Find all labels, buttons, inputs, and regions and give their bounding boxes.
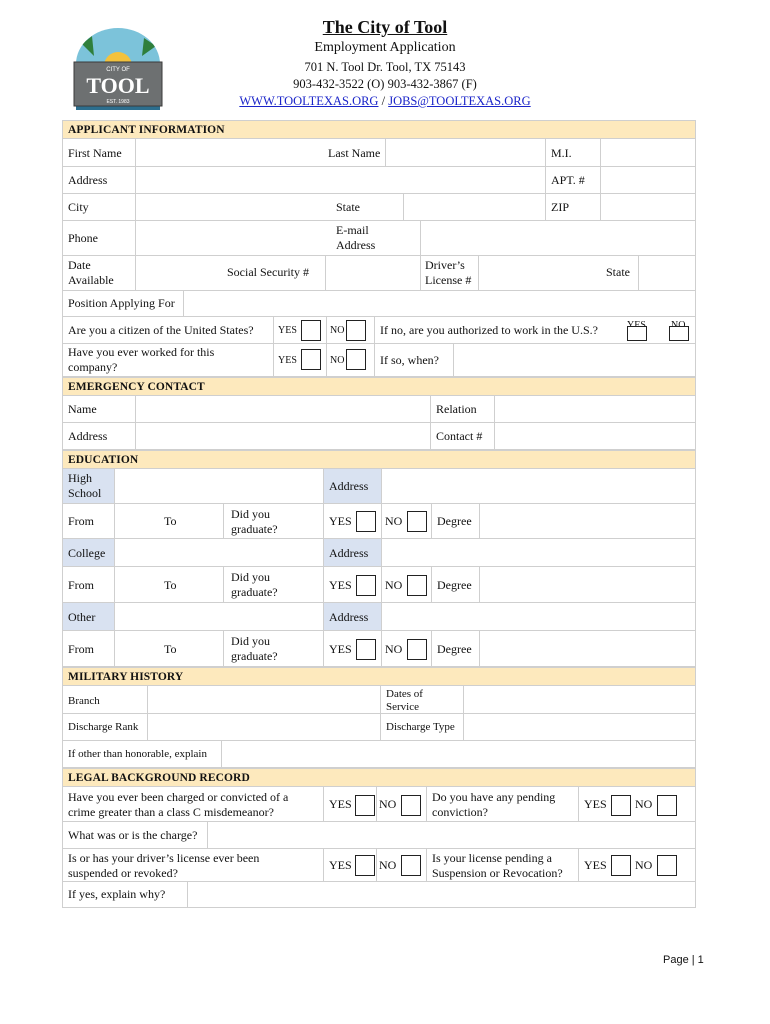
apt-field[interactable] bbox=[600, 167, 696, 193]
other-to-field[interactable] bbox=[223, 631, 226, 666]
college-to-field[interactable] bbox=[223, 567, 226, 602]
worked-before-row: Have you ever worked for this company? YES NO If so, when? bbox=[62, 344, 696, 377]
citizen-yes-checkbox[interactable] bbox=[301, 320, 321, 341]
emergency-name-row: Name Relation bbox=[62, 396, 696, 423]
military-branch-row: Branch Dates of Service bbox=[62, 686, 696, 714]
highschool-address-field[interactable] bbox=[381, 469, 696, 503]
svg-text:CITY OF: CITY OF bbox=[106, 67, 130, 73]
email-field[interactable] bbox=[420, 221, 696, 255]
edu-highschool-dates-row: From To Did you graduate? YES NO Degree bbox=[62, 504, 696, 539]
other-yes-checkbox[interactable] bbox=[356, 639, 376, 660]
legal-charged-row: Have you ever been charged or convicted of a crime greater than a class C misdemeanor? YES NO Do you have any pending conviction? YES NO bbox=[62, 787, 696, 822]
highschool-no-checkbox[interactable] bbox=[407, 511, 427, 532]
pending-yes-checkbox[interactable] bbox=[611, 795, 631, 816]
military-discharge-row: Discharge Rank Discharge Type bbox=[62, 714, 696, 741]
state-field[interactable] bbox=[403, 194, 545, 220]
college-yes-checkbox[interactable] bbox=[356, 575, 376, 596]
page-title: The City of Tool bbox=[322, 17, 448, 37]
address-row: Address APT. # bbox=[62, 167, 696, 194]
position-row: Position Applying For bbox=[62, 291, 696, 317]
pending-no-checkbox[interactable] bbox=[657, 795, 677, 816]
section-education: EDUCATION bbox=[62, 450, 696, 469]
page-subtitle: Employment Application bbox=[314, 40, 456, 55]
worked-no-checkbox[interactable] bbox=[346, 349, 366, 370]
dl-state-field[interactable] bbox=[638, 256, 696, 290]
college-name-field[interactable] bbox=[114, 539, 323, 566]
citizen-no-checkbox[interactable] bbox=[346, 320, 366, 341]
logo-wordmark: TOOL bbox=[86, 73, 150, 98]
emergency-contact-field[interactable] bbox=[494, 423, 696, 449]
edu-college-dates-row: From To Did you graduate? YES NO Degree bbox=[62, 567, 696, 603]
zip-field[interactable] bbox=[600, 194, 696, 220]
first-name-field[interactable] bbox=[135, 139, 320, 166]
authorized-no-checkbox[interactable] bbox=[669, 326, 689, 341]
citizen-row: Are you a citizen of the United States? YES NO If no, are you authorized to work in the U.S.? bbox=[62, 317, 696, 344]
highschool-name-field[interactable] bbox=[114, 469, 323, 503]
section-applicant: APPLICANT INFORMATION bbox=[62, 120, 696, 139]
address-field[interactable] bbox=[135, 167, 545, 193]
city-phones: 903-432-3522 (O) 903-432-3867 (F) bbox=[293, 77, 477, 91]
emergency-name-field[interactable] bbox=[135, 396, 430, 422]
license-yes-checkbox[interactable] bbox=[355, 855, 375, 876]
section-military: MILITARY HISTORY bbox=[62, 667, 696, 686]
contact-links: WWW.TOOLTEXAS.ORG / JOBS@TOOLTEXAS.ORG bbox=[239, 94, 531, 108]
other-no-checkbox[interactable] bbox=[407, 639, 427, 660]
discharge-type-field[interactable] bbox=[463, 714, 696, 740]
highschool-yes-checkbox[interactable] bbox=[356, 511, 376, 532]
legal-explain-row: If yes, explain why? bbox=[62, 882, 696, 908]
highschool-degree-field[interactable] bbox=[479, 504, 696, 538]
college-no-checkbox[interactable] bbox=[407, 575, 427, 596]
city-address: 701 N. Tool Dr. Tool, TX 75143 bbox=[304, 60, 466, 74]
section-emergency: EMERGENCY CONTACT bbox=[62, 377, 696, 396]
college-degree-field[interactable] bbox=[479, 567, 696, 602]
highschool-to-field[interactable] bbox=[223, 504, 226, 538]
license-pending-yes-checkbox[interactable] bbox=[611, 855, 631, 876]
legal-license-row: Is or has your driver’s license ever been suspended or revoked? YES NO Is your license pending a Suspension or Revocation? YES NO bbox=[62, 849, 696, 882]
page-number: Page | 1 bbox=[663, 954, 704, 966]
email-link[interactable]: JOBS@TOOLTEXAS.ORG bbox=[388, 94, 531, 108]
other-degree-field[interactable] bbox=[479, 631, 696, 666]
position-field[interactable] bbox=[183, 291, 696, 316]
emergency-address-row: Address Contact # bbox=[62, 423, 696, 450]
name-row: First Name Last Name M.I. bbox=[62, 139, 696, 167]
military-explain-row: If other than honorable, explain bbox=[62, 741, 696, 768]
edu-college-row: College Address bbox=[62, 539, 696, 567]
college-address-field[interactable] bbox=[381, 539, 696, 566]
last-name-field[interactable] bbox=[385, 139, 545, 166]
highschool-from-field[interactable] bbox=[114, 504, 159, 538]
license-no-checkbox[interactable] bbox=[401, 855, 421, 876]
phone-row: Phone E-mail Address bbox=[62, 221, 696, 256]
emergency-address-field[interactable] bbox=[135, 423, 430, 449]
charge-field[interactable] bbox=[207, 822, 696, 848]
license-pending-no-checkbox[interactable] bbox=[657, 855, 677, 876]
military-branch-field[interactable] bbox=[147, 686, 380, 713]
worked-when-field[interactable] bbox=[453, 344, 696, 376]
city-field[interactable] bbox=[135, 194, 330, 220]
emergency-relation-field[interactable] bbox=[494, 396, 696, 422]
date-available-field[interactable] bbox=[135, 256, 223, 290]
charged-yes-checkbox[interactable] bbox=[355, 795, 375, 816]
edu-other-dates-row: From To Did you graduate? YES NO Degree bbox=[62, 631, 696, 667]
legal-explain-field[interactable] bbox=[187, 882, 696, 907]
svg-text:EST. 1983: EST. 1983 bbox=[106, 99, 130, 105]
college-from-field[interactable] bbox=[114, 567, 159, 602]
military-dates-field[interactable] bbox=[463, 686, 696, 713]
edu-other-row: Other Address bbox=[62, 603, 696, 631]
worked-yes-checkbox[interactable] bbox=[301, 349, 321, 370]
drivers-license-field[interactable] bbox=[478, 256, 598, 290]
ssn-field[interactable] bbox=[325, 256, 420, 290]
military-explain-field[interactable] bbox=[221, 741, 696, 767]
charged-no-checkbox[interactable] bbox=[401, 795, 421, 816]
discharge-rank-field[interactable] bbox=[147, 714, 380, 740]
other-name-field[interactable] bbox=[114, 603, 323, 630]
section-legal: LEGAL BACKGROUND RECORD bbox=[62, 768, 696, 787]
city-row: City State ZIP bbox=[62, 194, 696, 221]
other-address-field[interactable] bbox=[381, 603, 696, 630]
legal-charge-row: What was or is the charge? bbox=[62, 822, 696, 849]
authorized-yes-checkbox[interactable] bbox=[627, 326, 647, 341]
phone-field[interactable] bbox=[135, 221, 330, 255]
availability-row: Date Available Social Security # Driver’s License # State bbox=[62, 256, 696, 291]
mi-field[interactable] bbox=[600, 139, 696, 166]
other-from-field[interactable] bbox=[114, 631, 159, 666]
website-link[interactable]: WWW.TOOLTEXAS.ORG bbox=[239, 94, 379, 108]
edu-highschool-row: High School Address bbox=[62, 469, 696, 504]
